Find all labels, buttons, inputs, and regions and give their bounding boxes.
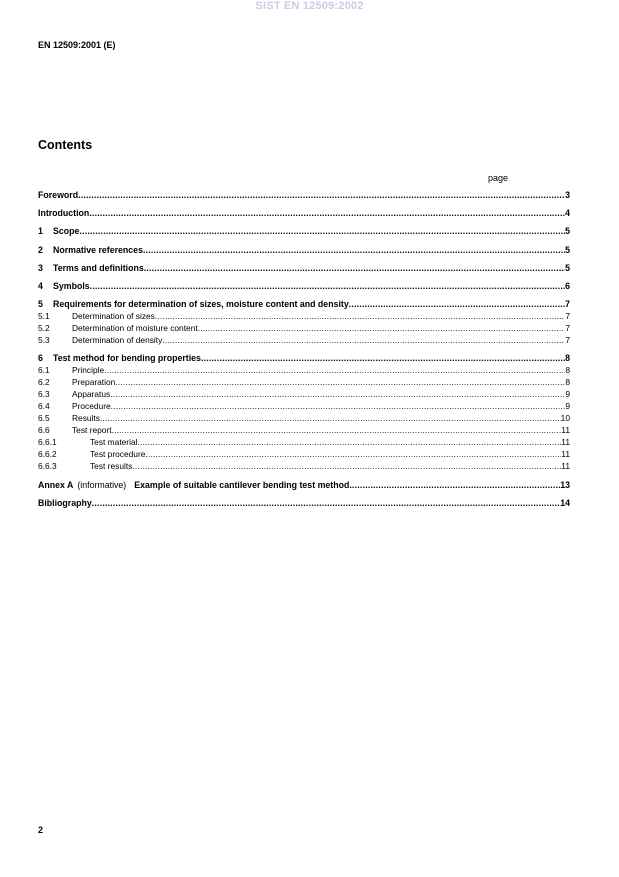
toc-entry-page: 11 [561,461,570,472]
toc-entry-procedure[interactable] [38,400,570,412]
toc-entry-title: Normative references [53,244,143,255]
toc-entry-page: 9 [565,401,570,412]
dot-leader [79,225,565,237]
toc-entry-title: Terms and definitions [53,262,144,273]
dot-leader [143,244,565,256]
dot-leader [198,322,566,334]
dot-leader [89,207,565,219]
toc-entry-number: 6 [38,353,43,364]
table-of-contents [38,189,570,509]
dot-leader [115,376,565,388]
toc-entry-preparation[interactable] [38,376,570,388]
toc-entry-number: 6.6.2 [38,449,57,460]
toc-entry-page: 5 [565,226,570,237]
toc-entry-number: 5 [38,299,43,310]
toc-entry-number: 6.6.3 [38,461,57,472]
toc-entry-results[interactable] [38,412,570,424]
toc-entry-test-report[interactable] [38,424,570,436]
toc-entry-title: Example of suitable cantilever bending test method [134,479,350,490]
toc-entry-page: 8 [565,377,570,388]
toc-entry-page: 7 [565,335,570,346]
toc-entry-number: 6.2 [38,377,50,388]
toc-entry-title: Procedure [72,401,111,412]
toc-entry-title: Symbols [53,280,90,291]
dot-leader [162,334,565,346]
dot-leader [104,364,565,376]
toc-entry-title: Determination of density [72,335,163,346]
dot-leader [349,479,560,491]
dot-leader [78,189,565,201]
toc-entry-qualifier: (informative) [77,479,127,490]
dot-leader [112,424,562,436]
toc-entry-foreword[interactable] [38,189,570,201]
page-column-label: page [488,173,509,183]
toc-entry-principle[interactable] [38,364,570,376]
dot-leader [100,412,561,424]
toc-entry-title: Test procedure [90,449,146,460]
toc-entry-page: 11 [561,437,570,448]
toc-entry-number: Annex A [38,479,74,490]
toc-entry-page: 9 [565,389,570,400]
toc-entry-title: Determination of moisture content [72,323,198,334]
toc-entry-number: 6.4 [38,401,50,412]
toc-entry-title: Principle [72,365,105,376]
dot-leader [144,262,565,274]
document-id: EN 12509:2001 (E) [38,40,116,50]
toc-entry-number: 5.3 [38,335,50,346]
toc-entry-page: 8 [565,365,570,376]
toc-entry-number: 4 [38,280,43,291]
toc-entry-title: Apparatus [72,389,111,400]
toc-entry-title: Scope [53,226,80,237]
dot-leader [111,400,566,412]
toc-entry-bibliography[interactable] [38,497,570,509]
page-title: Contents [38,138,93,152]
toc-entry-page: 11 [561,449,570,460]
toc-entry-apparatus[interactable] [38,388,570,400]
toc-entry-page: 7 [565,323,570,334]
dot-leader [132,460,561,472]
dot-leader [349,298,565,310]
toc-entry-page: 7 [565,299,570,310]
toc-entry-page: 10 [560,413,570,424]
toc-entry-number: 5.1 [38,311,50,322]
dot-leader [155,310,565,322]
toc-entry-page: 4 [565,208,570,219]
dot-leader [92,497,560,509]
toc-entry-number: 6.6 [38,425,50,436]
toc-entry-title: Test method for bending properties [53,353,201,364]
toc-entry-title: Introduction [38,208,90,219]
toc-entry-test-method[interactable] [38,352,570,364]
toc-entry-test-results[interactable] [38,460,570,472]
toc-entry-page: 5 [565,244,570,255]
toc-entry-page: 13 [560,479,570,490]
toc-entry-number: 3 [38,262,43,273]
toc-entry-number: 6.1 [38,365,50,376]
toc-entry-page: 7 [565,311,570,322]
watermark: SIST EN 12509:2002 [255,0,364,12]
dot-leader [145,448,561,460]
toc-entry-title: Results [72,413,100,424]
toc-entry-terms-and-definitions[interactable] [38,262,570,274]
toc-entry-page: 5 [565,262,570,273]
toc-entry-title: Preparation [72,377,116,388]
toc-entry-annex-a[interactable] [38,479,570,491]
toc-entry-page: 3 [565,190,570,200]
toc-entry-page: 6 [565,280,570,291]
toc-entry-title: Test report [72,425,112,436]
toc-entry-number: 6.5 [38,413,50,424]
toc-entry-scope[interactable] [38,225,570,237]
toc-entry-page: 14 [560,497,570,508]
toc-entry-test-material[interactable] [38,436,570,448]
toc-entry-number: 1 [38,226,43,237]
toc-entry-number: 2 [38,244,43,255]
toc-entry-title: Test material [90,437,138,448]
toc-entry-title: Foreword [38,190,79,200]
toc-entry-title: Determination of sizes [72,311,155,322]
toc-entry-title: Requirements for determination of sizes, moisture content and density [53,299,349,310]
toc-entry-normative-references[interactable] [38,244,570,256]
toc-entry-number: 6.6.1 [38,437,57,448]
dot-leader [137,436,561,448]
toc-entry-introduction[interactable] [38,207,570,219]
dot-leader [90,280,565,292]
toc-entry-requirements[interactable] [38,298,570,310]
toc-entry-page: 11 [561,425,570,436]
toc-entry-page: 8 [565,353,570,364]
toc-entry-determination-of-density[interactable] [38,334,570,346]
toc-entry-test-procedure[interactable] [38,448,570,460]
dot-leader [201,352,565,364]
toc-entry-number: 6.3 [38,389,50,400]
toc-entry-title: Test results [90,461,133,472]
toc-entry-symbols[interactable] [38,280,570,292]
page-number: 2 [38,825,44,835]
toc-entry-number: 5.2 [38,323,50,334]
toc-entry-determination-of-moisture-content[interactable] [38,322,570,334]
toc-entry-title: Bibliography [38,497,92,508]
dot-leader [110,388,565,400]
toc-entry-determination-of-sizes[interactable] [38,310,570,322]
